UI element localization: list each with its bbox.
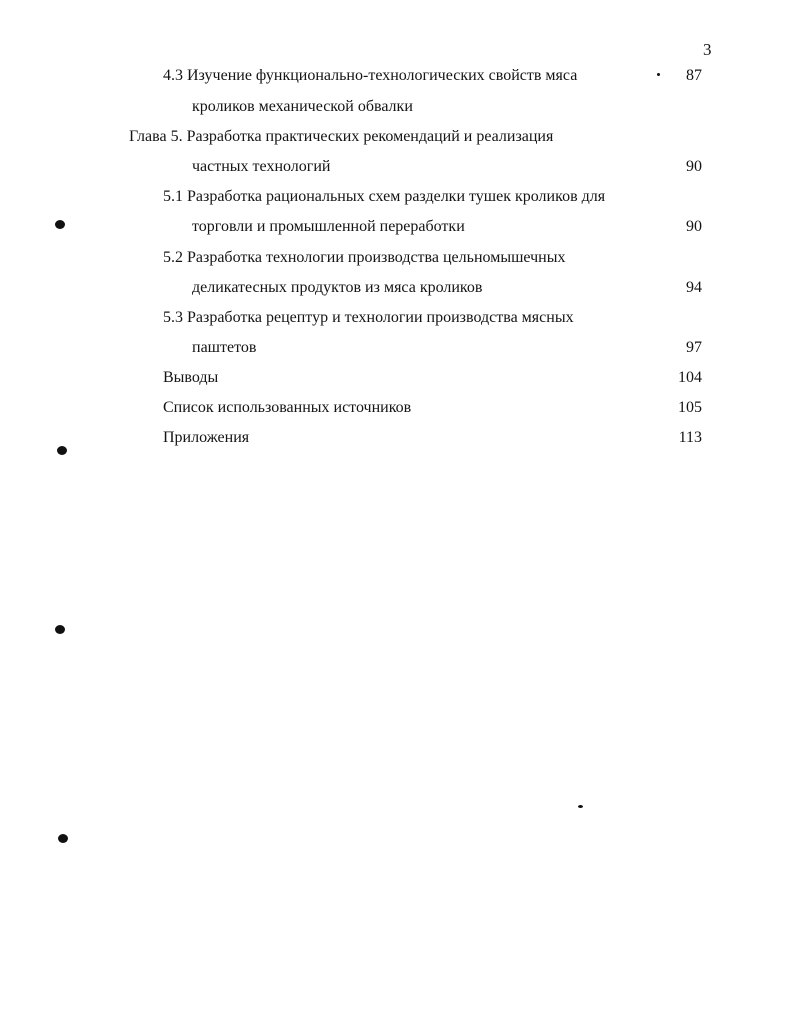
toc-entry-appendices: Приложения <box>163 429 250 446</box>
toc-entry-conclusions: Выводы <box>163 369 219 386</box>
toc-entry-conclusions-page: 104 <box>678 369 702 386</box>
toc-entry-5-2-line2: деликатесных продуктов из мяса кроликов <box>192 279 483 296</box>
toc-entry-chapter-5-page: 90 <box>686 158 702 175</box>
toc-entry-5-3-line1: 5.3 Разработка рецептур и технологии производства мясных <box>163 309 574 326</box>
page-number: 3 <box>703 40 712 59</box>
toc-entry-4-3-line2: кроликов механической обвалки <box>192 98 413 115</box>
toc-entry-references-page: 105 <box>678 399 702 416</box>
toc-entry-5-1-page: 90 <box>686 218 702 235</box>
binder-hole-mark <box>58 834 68 843</box>
binder-hole-mark <box>57 446 67 455</box>
toc-entry-chapter-5-line1: Глава 5. Разработка практических рекомендаций и реализация <box>129 128 554 145</box>
toc-entry-references: Список использованных источников <box>163 399 412 416</box>
toc-entry-chapter-5-line2: частных технологий <box>192 158 331 175</box>
scan-speck <box>657 73 660 76</box>
toc-entry-5-2-page: 94 <box>686 279 702 296</box>
toc-entry-5-2-line1: 5.2 Разработка технологии производства цельномышечных <box>163 249 566 266</box>
toc-entry-5-1-line1: 5.1 Разработка рациональных схем разделки тушек кроликов для <box>163 188 606 205</box>
toc-entry-5-3-page: 97 <box>686 339 702 356</box>
toc-entry-5-1-line2: торговли и промышленной переработки <box>192 218 465 235</box>
toc-entry-5-3-line2: паштетов <box>192 339 257 356</box>
binder-hole-mark <box>55 625 65 634</box>
toc-entry-appendices-page: 113 <box>678 429 702 446</box>
scan-speck <box>578 805 583 808</box>
binder-hole-mark <box>55 220 65 229</box>
toc-entry-4-3-line1: 4.3 Изучение функционально-технологических свойств мяса <box>163 67 578 84</box>
toc-entry-4-3-page: 87 <box>686 67 702 84</box>
